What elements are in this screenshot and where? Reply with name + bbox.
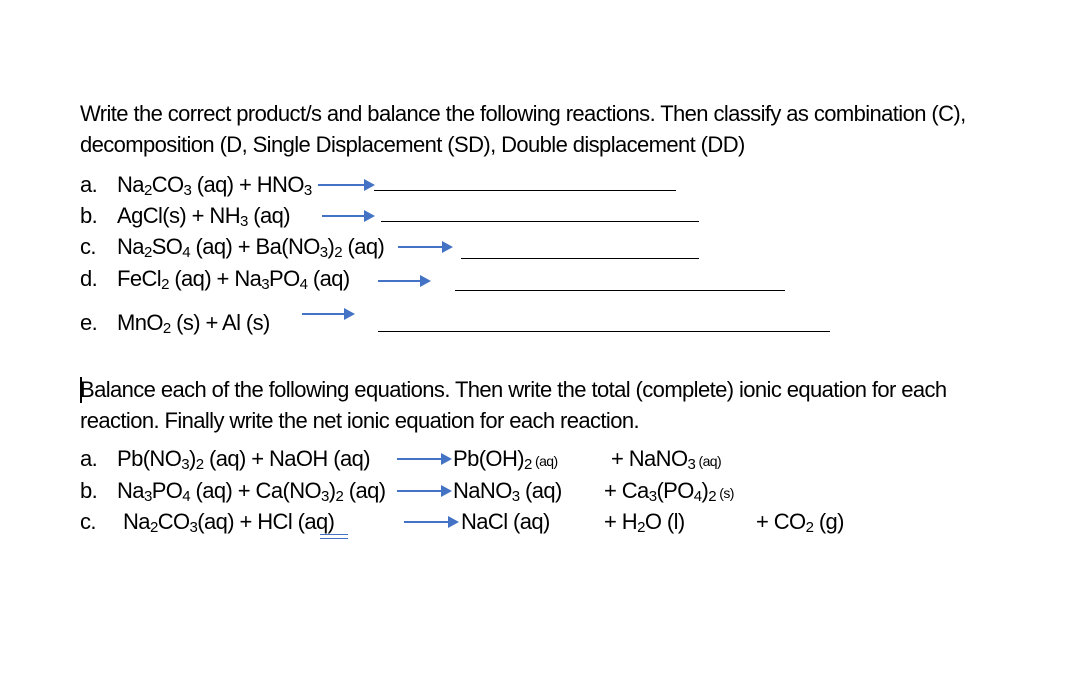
reaction-d-answer-blank[interactable] xyxy=(455,290,785,291)
reaction-a-reactants: $Na_2CO_3$ $(aq) + HNO_3$ xyxy=(117,172,312,199)
equation-b-product1: NaNO$_3$ (aq) xyxy=(453,478,562,505)
reaction-a-arrow xyxy=(318,184,372,186)
reaction-e-arrow xyxy=(302,313,352,315)
part2-instructions-line1: Balance each of the following equations. Then write the total (complete) ionic equation for each xyxy=(80,377,947,402)
equation-a-product2: + NaNO$_3$ (aq) xyxy=(611,446,722,473)
reaction-c-letter: c. xyxy=(80,234,96,259)
equation-c-arrow xyxy=(404,521,456,523)
reaction-a-answer-blank[interactable] xyxy=(374,190,676,191)
equation-c-letter: c. xyxy=(80,509,96,534)
reaction-d-arrow xyxy=(378,280,428,282)
reaction-e-reactants: MnO$_2$ (s) + Al (s) xyxy=(117,310,270,337)
equation-c-product1: NaCl (aq) xyxy=(461,509,550,534)
equation-a-arrow xyxy=(397,458,449,460)
reaction-d-letter: d. xyxy=(80,266,98,291)
reaction-e-letter: e. xyxy=(80,310,98,335)
equation-b-product2: + $Ca_3(PO_4)_2$ (s) xyxy=(604,478,734,505)
equation-c-product3: + $CO_2$ (g) xyxy=(756,509,844,536)
equation-b-reactants: $Na_3PO_4$ $(aq) + Ca(NO_3)_2$ (aq) xyxy=(117,478,386,505)
equation-b-letter: b. xyxy=(80,478,98,503)
part1-instructions-line2: decomposition (D, Single Displacement (SD), Double displacement (DD) xyxy=(80,132,745,157)
equation-a-letter: a. xyxy=(80,446,98,471)
equation-a-product1: $Pb(OH)_2$ (aq) xyxy=(453,446,558,473)
reaction-b-arrow xyxy=(322,215,372,217)
reaction-e-answer-blank[interactable] xyxy=(378,331,830,332)
reaction-c-answer-blank[interactable] xyxy=(461,258,699,259)
equation-c-reactants: $Na_2CO_3(aq)$ + HCl (aq) xyxy=(123,509,335,536)
equation-a-reactants: $Pb(NO_3)_2$ (aq) + NaOH (aq) xyxy=(117,446,370,473)
part1-instructions-line1: Write the correct product/s and balance the following reactions. Then classify as combination (C), xyxy=(80,101,966,126)
reaction-a-letter: a. xyxy=(80,172,98,197)
equation-c-product2: + $H_2O$ (l) xyxy=(604,509,685,536)
reaction-b-reactants: AgCl(s) + $NH_3$ (aq) xyxy=(117,203,290,230)
equation-c-underline-mark xyxy=(320,534,348,539)
reaction-d-reactants: FeCl$_2$ $(aq) + Na_3PO_4$ (aq) xyxy=(117,266,350,293)
reaction-b-letter: b. xyxy=(80,203,98,228)
reaction-c-reactants: $Na_2SO_4$ $(aq) + Ba(NO_3)_2$ (aq) xyxy=(117,234,385,261)
part2-instructions-line2: reaction. Finally write the net ionic equation for each reaction. xyxy=(80,408,639,433)
reaction-b-answer-blank[interactable] xyxy=(381,221,699,222)
reaction-c-arrow xyxy=(398,246,450,248)
equation-b-arrow xyxy=(397,490,449,492)
